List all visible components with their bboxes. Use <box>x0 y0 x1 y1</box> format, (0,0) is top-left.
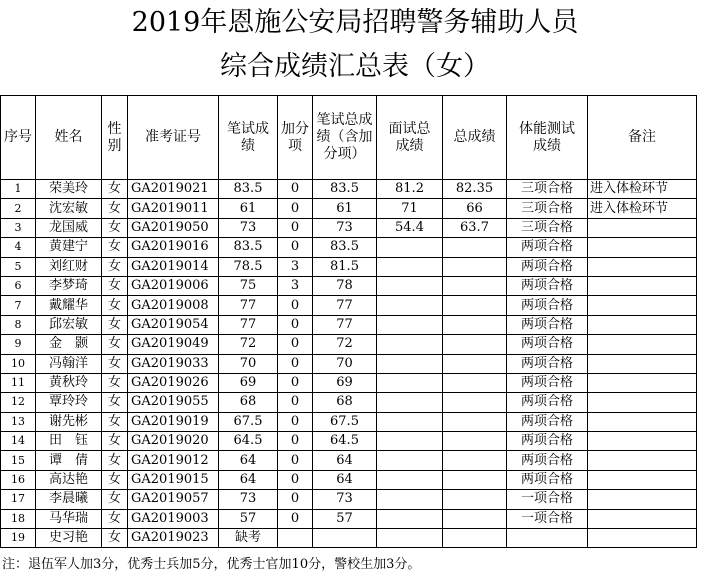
cell-remark: 进入体检环节 <box>588 199 697 218</box>
cell-no: 14 <box>1 432 36 451</box>
cell-physical: 三项合格 <box>507 218 588 237</box>
header-interview <box>377 96 443 180</box>
cell-written-total: 83.5 <box>313 180 377 199</box>
table-row <box>1 218 697 237</box>
cell-sex: 女 <box>102 451 128 470</box>
cell-no: 11 <box>1 373 36 392</box>
cell-interview <box>377 257 443 276</box>
cell-total: 63.7 <box>443 218 507 237</box>
cell-remark <box>588 412 697 431</box>
table-row <box>1 199 697 218</box>
cell-total: 82.35 <box>443 180 507 199</box>
cell-no: 1 <box>1 180 36 199</box>
cell-name: 龙国威 <box>36 218 102 237</box>
cell-no: 12 <box>1 393 36 412</box>
cell-name: 谭 倩 <box>36 451 102 470</box>
cell-written-total: 61 <box>313 199 377 218</box>
cell-interview <box>377 276 443 295</box>
cell-sex: 女 <box>102 509 128 528</box>
cell-name: 史习艳 <box>36 529 102 548</box>
cell-exam-id: GA2019026 <box>128 373 219 392</box>
cell-written: 73 <box>219 490 278 509</box>
cell-name: 田 钰 <box>36 432 102 451</box>
cell-exam-id: GA2019050 <box>128 218 219 237</box>
cell-written-total: 64.5 <box>313 432 377 451</box>
cell-total <box>443 296 507 315</box>
cell-exam-id: GA2019020 <box>128 432 219 451</box>
cell-remark <box>588 238 697 257</box>
cell-bonus: 0 <box>278 490 313 509</box>
cell-physical: 两项合格 <box>507 276 588 295</box>
cell-sex: 女 <box>102 180 128 199</box>
cell-exam-id: GA2019057 <box>128 490 219 509</box>
cell-sex: 女 <box>102 257 128 276</box>
table-row <box>1 451 697 470</box>
cell-no: 15 <box>1 451 36 470</box>
cell-interview <box>377 296 443 315</box>
cell-total <box>443 238 507 257</box>
cell-no: 8 <box>1 315 36 334</box>
cell-remark <box>588 335 697 354</box>
header-name: 姓名 <box>36 96 102 180</box>
cell-written-total: 78 <box>313 276 377 295</box>
table-body <box>1 180 697 548</box>
cell-written-total: 69 <box>313 373 377 392</box>
cell-interview: 81.2 <box>377 180 443 199</box>
cell-name: 戴耀华 <box>36 296 102 315</box>
cell-physical: 两项合格 <box>507 393 588 412</box>
cell-physical: 三项合格 <box>507 180 588 199</box>
cell-sex: 女 <box>102 276 128 295</box>
cell-name: 马华瑞 <box>36 509 102 528</box>
cell-exam-id: GA2019012 <box>128 451 219 470</box>
cell-total <box>443 529 507 548</box>
cell-written: 61 <box>219 199 278 218</box>
cell-name: 邱宏敏 <box>36 315 102 334</box>
table-row <box>1 180 697 199</box>
cell-bonus: 3 <box>278 257 313 276</box>
cell-written: 68 <box>219 393 278 412</box>
cell-written-total: 77 <box>313 296 377 315</box>
cell-bonus: 0 <box>278 180 313 199</box>
table-row <box>1 238 697 257</box>
cell-total <box>443 451 507 470</box>
table-row <box>1 276 697 295</box>
cell-interview <box>377 412 443 431</box>
cell-no: 19 <box>1 529 36 548</box>
cell-exam-id: GA2019008 <box>128 296 219 315</box>
cell-physical: 两项合格 <box>507 296 588 315</box>
cell-no: 16 <box>1 470 36 489</box>
cell-no: 18 <box>1 509 36 528</box>
cell-bonus: 3 <box>278 276 313 295</box>
cell-remark: 进入体检环节 <box>588 180 697 199</box>
header-written <box>219 96 278 180</box>
cell-exam-id: GA2019015 <box>128 470 219 489</box>
table-row <box>1 529 697 548</box>
cell-written-total <box>313 529 377 548</box>
cell-name: 沈宏敏 <box>36 199 102 218</box>
cell-no: 10 <box>1 354 36 373</box>
cell-bonus: 0 <box>278 238 313 257</box>
cell-written: 69 <box>219 373 278 392</box>
cell-bonus: 0 <box>278 199 313 218</box>
table-row <box>1 373 697 392</box>
cell-written: 64.5 <box>219 432 278 451</box>
cell-exam-id: GA2019021 <box>128 180 219 199</box>
header-exam-id: 准考证号 <box>128 96 219 180</box>
cell-exam-id: GA2019033 <box>128 354 219 373</box>
cell-written: 83.5 <box>219 238 278 257</box>
cell-name: 冯翰洋 <box>36 354 102 373</box>
cell-bonus: 0 <box>278 373 313 392</box>
header-interview-label: 面试总成绩 <box>388 120 431 154</box>
header-total: 总成绩 <box>443 96 507 180</box>
cell-physical: 两项合格 <box>507 335 588 354</box>
cell-interview <box>377 470 443 489</box>
table-row <box>1 470 697 489</box>
cell-interview <box>377 335 443 354</box>
cell-name: 李梦琦 <box>36 276 102 295</box>
document-subtitle: 综合成绩汇总表（女） <box>220 51 490 82</box>
cell-bonus: 0 <box>278 393 313 412</box>
cell-name: 谢先彬 <box>36 412 102 431</box>
cell-physical: 两项合格 <box>507 470 588 489</box>
cell-physical: 两项合格 <box>507 354 588 373</box>
cell-total <box>443 470 507 489</box>
header-sex-label: 性别 <box>107 120 122 154</box>
table-row <box>1 509 697 528</box>
cell-remark <box>588 432 697 451</box>
cell-physical: 两项合格 <box>507 451 588 470</box>
cell-sex: 女 <box>102 470 128 489</box>
cell-no: 13 <box>1 412 36 431</box>
table-row <box>1 393 697 412</box>
cell-interview <box>377 529 443 548</box>
cell-exam-id: GA2019003 <box>128 509 219 528</box>
cell-written: 83.5 <box>219 180 278 199</box>
cell-total: 66 <box>443 199 507 218</box>
cell-name: 高达艳 <box>36 470 102 489</box>
cell-no: 6 <box>1 276 36 295</box>
cell-total <box>443 432 507 451</box>
cell-sex: 女 <box>102 296 128 315</box>
header-bonus <box>278 96 313 180</box>
cell-written-total: 72 <box>313 335 377 354</box>
footnote: 注：退伍军人加3分，优秀士兵加5分，优秀士官加10分，警校生加3分。 <box>2 557 421 572</box>
cell-written: 64 <box>219 451 278 470</box>
cell-total <box>443 335 507 354</box>
cell-written-total: 73 <box>313 490 377 509</box>
cell-bonus: 0 <box>278 218 313 237</box>
cell-remark <box>588 257 697 276</box>
cell-physical: 两项合格 <box>507 315 588 334</box>
cell-remark <box>588 315 697 334</box>
header-remark: 备注 <box>588 96 697 180</box>
cell-no: 7 <box>1 296 36 315</box>
cell-bonus: 0 <box>278 451 313 470</box>
cell-exam-id: GA2019014 <box>128 257 219 276</box>
cell-written: 73 <box>219 218 278 237</box>
cell-bonus <box>278 529 313 548</box>
cell-interview <box>377 393 443 412</box>
cell-total <box>443 315 507 334</box>
cell-sex: 女 <box>102 335 128 354</box>
cell-remark <box>588 451 697 470</box>
cell-written: 77 <box>219 296 278 315</box>
cell-total <box>443 490 507 509</box>
cell-no: 17 <box>1 490 36 509</box>
cell-written: 75 <box>219 276 278 295</box>
cell-remark <box>588 393 697 412</box>
cell-written-total: 81.5 <box>313 257 377 276</box>
cell-written-total: 83.5 <box>313 238 377 257</box>
cell-sex: 女 <box>102 412 128 431</box>
cell-written: 64 <box>219 470 278 489</box>
cell-sex: 女 <box>102 393 128 412</box>
table-row <box>1 296 697 315</box>
cell-name: 李晨曦 <box>36 490 102 509</box>
header-written-total <box>313 96 377 180</box>
cell-physical: 一项合格 <box>507 490 588 509</box>
cell-physical <box>507 529 588 548</box>
header-written-total-label: 笔试总成绩（含加分项） <box>316 112 373 162</box>
header-physical-label: 体能测试成绩 <box>519 120 575 154</box>
cell-total <box>443 509 507 528</box>
cell-exam-id: GA2019023 <box>128 529 219 548</box>
cell-interview <box>377 490 443 509</box>
cell-name: 黄秋玲 <box>36 373 102 392</box>
table-row <box>1 432 697 451</box>
cell-written: 70 <box>219 354 278 373</box>
cell-bonus: 0 <box>278 335 313 354</box>
cell-written-total: 64 <box>313 451 377 470</box>
cell-sex: 女 <box>102 354 128 373</box>
cell-sex: 女 <box>102 373 128 392</box>
cell-written: 57 <box>219 509 278 528</box>
cell-remark <box>588 296 697 315</box>
cell-no: 5 <box>1 257 36 276</box>
cell-interview <box>377 315 443 334</box>
cell-written: 78.5 <box>219 257 278 276</box>
cell-exam-id: GA2019049 <box>128 335 219 354</box>
cell-sex: 女 <box>102 199 128 218</box>
cell-interview <box>377 451 443 470</box>
cell-physical: 一项合格 <box>507 509 588 528</box>
cell-remark <box>588 218 697 237</box>
cell-total <box>443 373 507 392</box>
table-row <box>1 315 697 334</box>
cell-written-total: 70 <box>313 354 377 373</box>
cell-remark <box>588 276 697 295</box>
cell-sex: 女 <box>102 529 128 548</box>
cell-total <box>443 393 507 412</box>
table-header-row <box>1 96 697 180</box>
table-row <box>1 354 697 373</box>
cell-physical: 两项合格 <box>507 373 588 392</box>
cell-remark <box>588 490 697 509</box>
cell-interview <box>377 509 443 528</box>
cell-name: 刘红财 <box>36 257 102 276</box>
header-sex <box>102 96 128 180</box>
cell-exam-id: GA2019055 <box>128 393 219 412</box>
cell-name: 覃玲玲 <box>36 393 102 412</box>
cell-exam-id: GA2019054 <box>128 315 219 334</box>
cell-physical: 两项合格 <box>507 432 588 451</box>
cell-name: 金 颢 <box>36 335 102 354</box>
cell-written: 72 <box>219 335 278 354</box>
cell-physical: 三项合格 <box>507 199 588 218</box>
cell-no: 4 <box>1 238 36 257</box>
cell-interview: 54.4 <box>377 218 443 237</box>
cell-no: 9 <box>1 335 36 354</box>
document-title: 2019年恩施公安局招聘警务辅助人员 <box>131 7 579 38</box>
table-row <box>1 335 697 354</box>
cell-no: 2 <box>1 199 36 218</box>
cell-interview <box>377 373 443 392</box>
table-row <box>1 412 697 431</box>
table-row <box>1 257 697 276</box>
cell-total <box>443 412 507 431</box>
cell-interview <box>377 432 443 451</box>
cell-interview: 71 <box>377 199 443 218</box>
cell-written-total: 73 <box>313 218 377 237</box>
cell-remark <box>588 529 697 548</box>
cell-sex: 女 <box>102 432 128 451</box>
cell-bonus: 0 <box>278 432 313 451</box>
cell-total <box>443 257 507 276</box>
cell-total <box>443 354 507 373</box>
table-row <box>1 490 697 509</box>
cell-remark <box>588 470 697 489</box>
cell-bonus: 0 <box>278 470 313 489</box>
cell-exam-id: GA2019011 <box>128 199 219 218</box>
cell-bonus: 0 <box>278 315 313 334</box>
cell-exam-id: GA2019016 <box>128 238 219 257</box>
cell-total <box>443 276 507 295</box>
cell-written-total: 68 <box>313 393 377 412</box>
cell-sex: 女 <box>102 315 128 334</box>
cell-remark <box>588 354 697 373</box>
cell-written-total: 67.5 <box>313 412 377 431</box>
cell-name: 黄建宁 <box>36 238 102 257</box>
cell-sex: 女 <box>102 490 128 509</box>
cell-written: 77 <box>219 315 278 334</box>
cell-written-total: 77 <box>313 315 377 334</box>
cell-written: 缺考 <box>219 529 278 548</box>
score-table <box>0 95 697 548</box>
cell-written-total: 57 <box>313 509 377 528</box>
cell-exam-id: GA2019006 <box>128 276 219 295</box>
cell-written: 67.5 <box>219 412 278 431</box>
header-physical <box>507 96 588 180</box>
cell-interview <box>377 354 443 373</box>
cell-remark <box>588 509 697 528</box>
cell-physical: 两项合格 <box>507 412 588 431</box>
cell-sex: 女 <box>102 238 128 257</box>
header-no: 序号 <box>1 96 36 180</box>
cell-bonus: 0 <box>278 354 313 373</box>
cell-sex: 女 <box>102 218 128 237</box>
cell-bonus: 0 <box>278 412 313 431</box>
cell-name: 荣美玲 <box>36 180 102 199</box>
cell-bonus: 0 <box>278 296 313 315</box>
header-written-label: 笔试成绩 <box>227 120 269 154</box>
cell-exam-id: GA2019019 <box>128 412 219 431</box>
cell-bonus: 0 <box>278 509 313 528</box>
cell-written-total: 64 <box>313 470 377 489</box>
cell-physical: 两项合格 <box>507 257 588 276</box>
cell-interview <box>377 238 443 257</box>
cell-no: 3 <box>1 218 36 237</box>
header-bonus-label: 加分项 <box>281 120 309 154</box>
cell-physical: 两项合格 <box>507 238 588 257</box>
cell-remark <box>588 373 697 392</box>
